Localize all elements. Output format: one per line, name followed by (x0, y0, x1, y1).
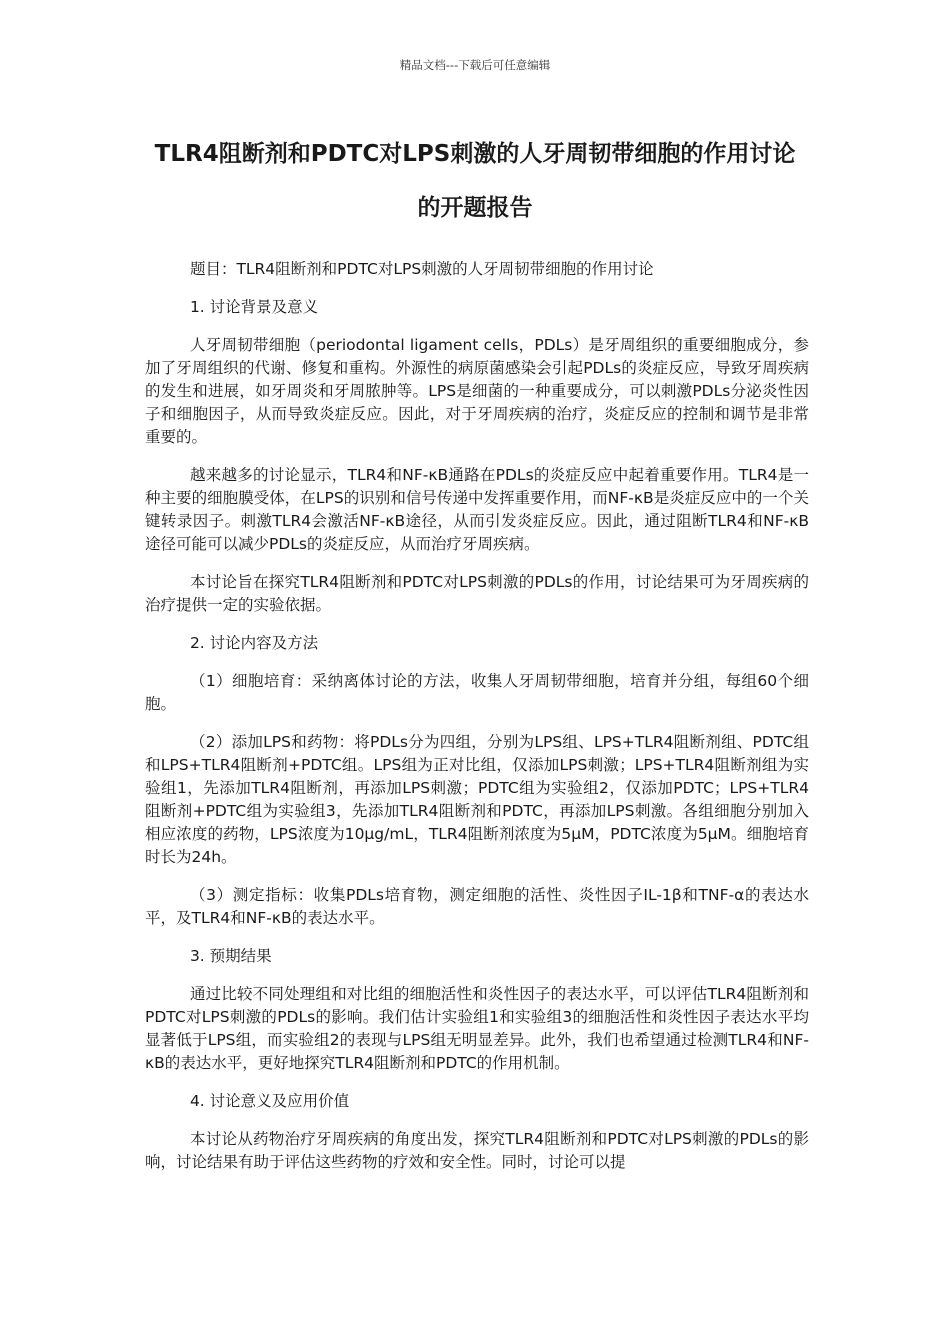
section-2-paragraph-1: （1）细胞培育：采纳离体讨论的方法，收集人牙周韧带细胞，培育并分组，每组60个细胞。 (145, 672, 809, 713)
section-4-paragraph-1: 本讨论从药物治疗牙周疾病的角度出发，探究TLR4阻断剂和PDTC对LPS刺激的PDLs的影响，讨论结果有助于评估这些药物的疗效和安全性。同时，讨论可以提 (145, 1130, 809, 1171)
section-2-heading: 2. 讨论内容及方法 (189, 634, 319, 652)
document-title: TLR4阻断剂和PDTC对LPS刺激的人牙周韧带细胞的作用讨论的开题报告 (154, 141, 796, 221)
header-note: 精品文档---下载后可任意编辑 (399, 58, 551, 72)
section-2-paragraph-2: （2）添加LPS和药物：将PDLs分为四组，分别为LPS组、LPS+TLR4阻断剂组、PDTC组和LPS+TLR4阻断剂+PDTC组。LPS组为正对比组，仅添加LPS刺激；LPS+TLR4阻断剂组为实验组1，先添加TLR4阻断剂，再添加LPS刺激；PDTC组为实验组2，仅添加PDTC；LPS+TLR4阻断剂+PDTC组为实验组3，先添加TLR4阻断剂和PDTC，再添加LPS刺激。各组细胞分别加入相应浓度的药物，LPS浓度为10μg/mL，TLR4阻断剂浓度为5μM，PDTC浓度为5μM。细胞培育时长为24h。 (145, 733, 809, 866)
section-1-paragraph-3: 本讨论旨在探究TLR4阻断剂和PDTC对LPS刺激的PDLs的作用，讨论结果可为牙周疾病的治疗提供一定的实验依据。 (145, 573, 809, 614)
section-1-heading: 1. 讨论背景及意义 (189, 298, 319, 316)
section-1-paragraph-2: 越来越多的讨论显示，TLR4和NF-κB通路在PDLs的炎症反应中起着重要作用。TLR4是一种主要的细胞膜受体，在LPS的识别和信号传递中发挥重要作用，而NF-κB是炎症反应中的一个关键转录因子。刺激TLR4会激活NF-κB途径，从而引发炎症反应。因此，通过阻断TLR4和NF-κB途径可能可以减少PDLs的炎症反应，从而治疗牙周疾病。 (145, 466, 809, 553)
section-3-paragraph-1: 通过比较不同处理组和对比组的细胞活性和炎性因子的表达水平，可以评估TLR4阻断剂和PDTC对LPS刺激的PDLs的影响。我们估计实验组1和实验组3的细胞活性和炎性因子表达水平均显著低于LPS组，而实验组2的表现与LPS组无明显差异。此外，我们也希望通过检测TLR4和NF-κB的表达水平，更好地探究TLR4阻断剂和PDTC的作用机制。 (145, 985, 809, 1072)
subject-line: 题目：TLR4阻断剂和PDTC对LPS刺激的人牙周韧带细胞的作用讨论 (189, 260, 654, 278)
section-4-heading: 4. 讨论意义及应用价值 (189, 1092, 350, 1110)
document-body (145, 258, 809, 1189)
section-2-paragraph-3: （3）测定指标：收集PDLs培育物，测定细胞的活性、炎性因子IL-1β和TNF-α的表达水平，及TLR4和NF-κB的表达水平。 (145, 886, 809, 927)
section-1-paragraph-1: 人牙周韧带细胞（periodontal ligament cells，PDLs）是牙周组织的重要细胞成分，参加了牙周组织的代谢、修复和重构。外源性的病原菌感染会引起PDLs的炎症反应，导致牙周疾病的发生和进展，如牙周炎和牙周脓肿等。LPS是细菌的一种重要成分，可以刺激PDLs分泌炎性因子和细胞因子，从而导致炎症反应。因此，对于牙周疾病的治疗，炎症反应的控制和调节是非常重要的。 (145, 336, 809, 446)
section-3-heading: 3. 预期结果 (189, 947, 272, 965)
